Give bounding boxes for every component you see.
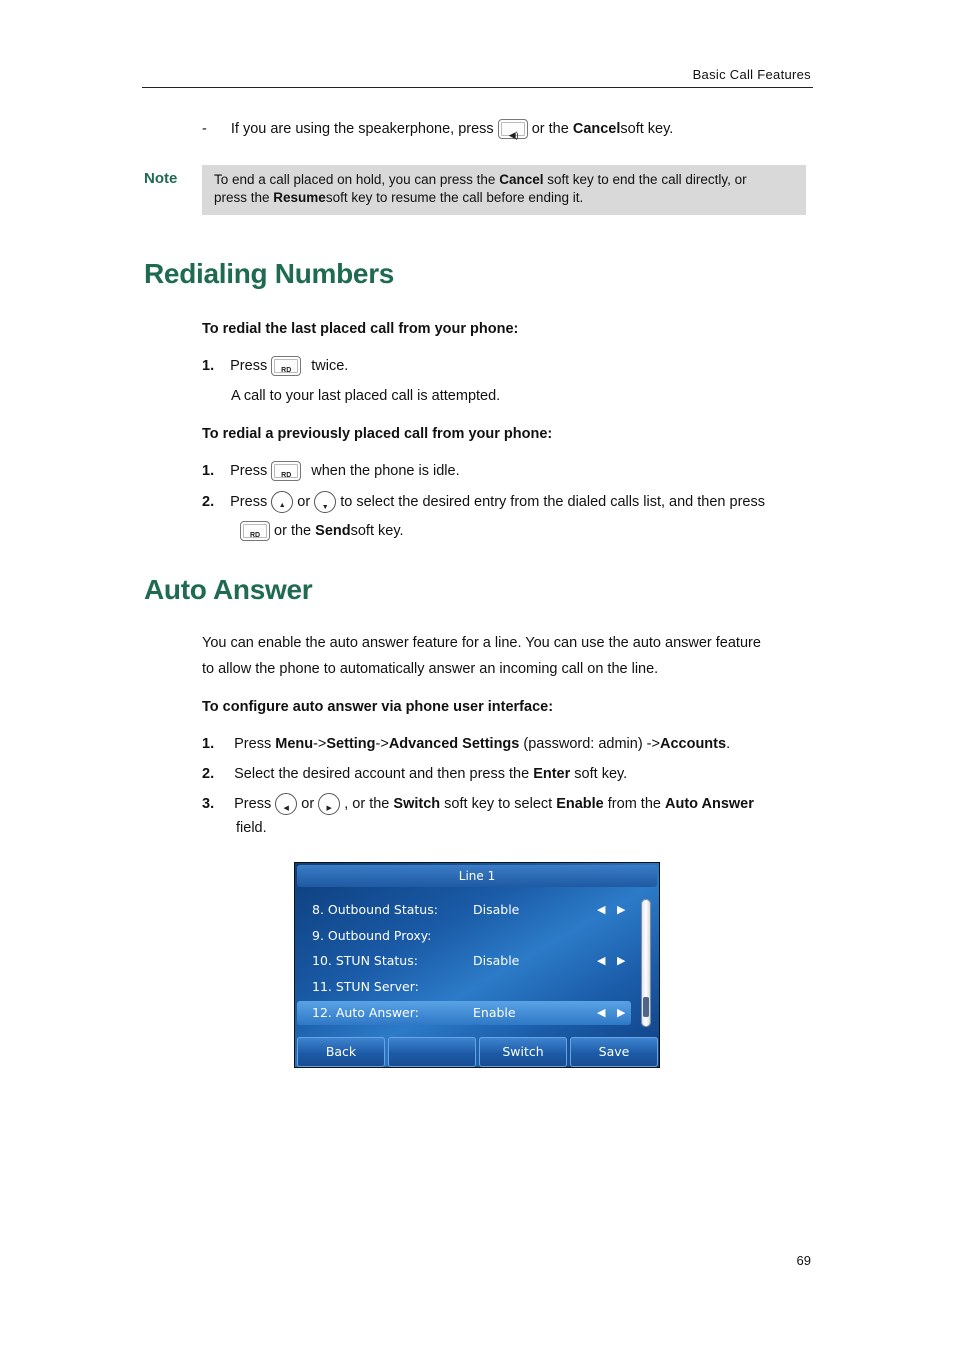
note-label: Note bbox=[144, 170, 178, 187]
page-number: 69 bbox=[796, 1253, 811, 1268]
heading-auto-answer: Auto Answer bbox=[144, 574, 313, 605]
screen-row-auto-answer-selected[interactable]: 12. Auto Answer: Enable ◀ ▶ bbox=[297, 1001, 631, 1025]
redial-previous-step-1: 1. Press RD when the phone is idle. bbox=[202, 463, 460, 480]
screen-scrollbar[interactable] bbox=[641, 899, 651, 1027]
auto-answer-intro-line-2: to allow the phone to automatically answer an incoming call on the line. bbox=[202, 661, 659, 677]
speakerphone-instruction: - If you are using the speakerphone, press ◀) or the Cancelsoft key. bbox=[202, 121, 674, 141]
auto-answer-intro-line-1: You can enable the auto answer feature for a line. You can use the auto answer feature bbox=[202, 635, 761, 651]
speaker-key-icon: ◀) bbox=[498, 119, 528, 139]
auto-answer-step-2: 2. Select the desired account and then press the Enter soft key. bbox=[202, 766, 628, 782]
redial-last-result: A call to your last placed call is attempted. bbox=[231, 388, 501, 404]
screen-scrollbar-thumb[interactable] bbox=[643, 997, 649, 1017]
procedure-title-redial-last: To redial the last placed call from your phone: bbox=[202, 321, 519, 337]
softkey-back[interactable]: Back bbox=[297, 1037, 385, 1067]
right-navigation-key-icon: ▶ bbox=[318, 793, 340, 815]
redial-previous-step-2-cont: RD or the Sendsoft key. bbox=[240, 521, 404, 541]
send-key-label: Send bbox=[315, 523, 351, 539]
screen-row-stun-server[interactable]: 11. STUN Server: bbox=[312, 979, 419, 994]
screen-row-stun-status[interactable]: 10. STUN Status: Disable ◀ ▶ bbox=[297, 949, 631, 973]
left-navigation-key-icon: ◀ bbox=[275, 793, 297, 815]
auto-answer-step-1: 1. Press Menu->Setting->Advanced Settings (password: admin) ->Accounts. bbox=[202, 736, 731, 752]
cancel-key-label: Cancel bbox=[572, 121, 621, 137]
note-line-1: To end a call placed on hold, you can press the Cancel soft key to end the call directly, or bbox=[214, 172, 747, 187]
procedure-title-auto-answer: To configure auto answer via phone user interface: bbox=[202, 699, 554, 715]
down-navigation-key-icon: ▼ bbox=[314, 491, 336, 513]
screen-row-outbound-proxy[interactable]: 9. Outbound Proxy: bbox=[312, 928, 432, 943]
heading-redialing-numbers: Redialing Numbers bbox=[144, 258, 395, 289]
left-right-arrows-icon: ◀ ▶ bbox=[597, 1006, 630, 1019]
header-rule bbox=[142, 87, 813, 88]
softkey-save[interactable]: Save bbox=[570, 1037, 658, 1067]
auto-answer-step-3: 3. Press ◀ or ▶ , or the Switch soft key to select Enable from the Auto Answer bbox=[202, 793, 754, 815]
screen-row-outbound-status[interactable]: 8. Outbound Status: Disable ◀ ▶ bbox=[297, 898, 631, 922]
redial-key-icon: RD bbox=[240, 521, 270, 541]
left-right-arrows-icon: ◀ ▶ bbox=[597, 903, 630, 916]
phone-screen-screenshot bbox=[294, 862, 660, 1068]
bullet-dash: - bbox=[202, 121, 207, 137]
auto-answer-step-3-cont: field. bbox=[236, 820, 267, 836]
softkey-blank[interactable] bbox=[388, 1037, 476, 1067]
enter-key-label: Enter bbox=[533, 766, 571, 782]
softkey-switch[interactable]: Switch bbox=[479, 1037, 567, 1067]
redial-key-icon: RD bbox=[271, 356, 301, 376]
screen-title: Line 1 bbox=[297, 865, 657, 887]
redial-previous-step-2: 2. Press ▲ or ▼ to select the desired entry from the dialed calls list, and then press bbox=[202, 491, 765, 513]
note-box bbox=[202, 165, 806, 215]
redial-key-icon: RD bbox=[271, 461, 301, 481]
redial-last-step-1: 1. Press RD twice. bbox=[202, 358, 349, 375]
up-navigation-key-icon: ▲ bbox=[271, 491, 293, 513]
procedure-title-redial-previous: To redial a previously placed call from your phone: bbox=[202, 426, 553, 442]
running-header: Basic Call Features bbox=[692, 67, 811, 82]
note-line-2: press the Resumesoft key to resume the call before ending it. bbox=[214, 190, 584, 205]
left-right-arrows-icon: ◀ ▶ bbox=[597, 954, 630, 967]
